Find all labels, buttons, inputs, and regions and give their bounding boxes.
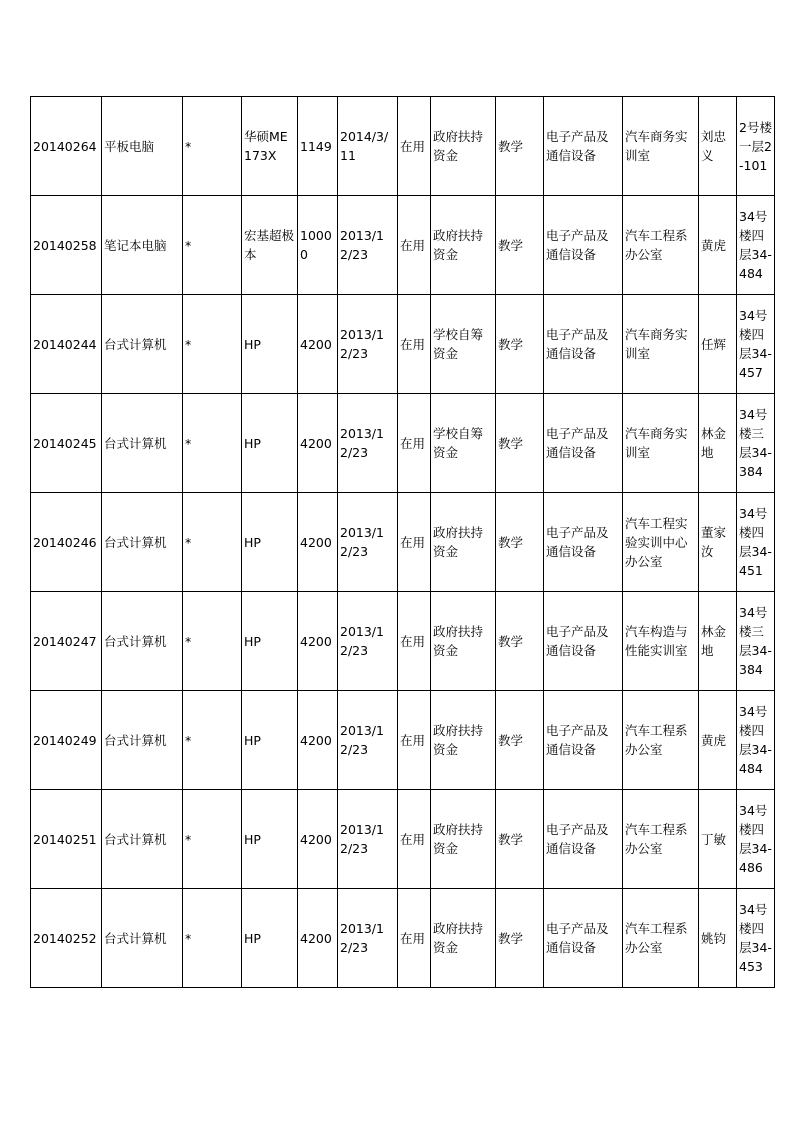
table-row: [31, 889, 775, 988]
model-cell: HP: [242, 295, 298, 394]
asset-name-cell: 台式计算机: [102, 493, 183, 592]
location-cell: 34号楼四层34-486: [737, 790, 775, 889]
price-cell: 4200: [298, 295, 338, 394]
location-cell: 34号楼四层34-484: [737, 196, 775, 295]
status-cell: 在用: [398, 196, 431, 295]
category-cell: 电子产品及通信设备: [544, 691, 623, 790]
use-cell: 教学: [496, 889, 544, 988]
date-cell: 2013/12/23: [338, 889, 398, 988]
fund-source-cell: 政府扶持资金: [431, 691, 496, 790]
status-cell: 在用: [398, 889, 431, 988]
use-cell: 教学: [496, 196, 544, 295]
department-cell: 汽车商务实训室: [623, 97, 699, 196]
asset-id-cell: 20140244: [31, 295, 102, 394]
category-cell: 电子产品及通信设备: [544, 889, 623, 988]
use-cell: 教学: [496, 691, 544, 790]
fund-source-cell: 政府扶持资金: [431, 493, 496, 592]
status-cell: 在用: [398, 592, 431, 691]
department-cell: 汽车工程系办公室: [623, 790, 699, 889]
price-cell: 4200: [298, 889, 338, 988]
asset-id-cell: 20140264: [31, 97, 102, 196]
department-cell: 汽车工程系办公室: [623, 196, 699, 295]
table-row: [31, 493, 775, 592]
status-cell: 在用: [398, 790, 431, 889]
model-cell: HP: [242, 493, 298, 592]
location-cell: 34号楼四层34-453: [737, 889, 775, 988]
mark-cell: *: [183, 790, 242, 889]
model-cell: HP: [242, 394, 298, 493]
date-cell: 2013/12/23: [338, 790, 398, 889]
table-row: [31, 394, 775, 493]
model-cell: 华硕ME173X: [242, 97, 298, 196]
asset-name-cell: 台式计算机: [102, 889, 183, 988]
asset-name-cell: 台式计算机: [102, 691, 183, 790]
mark-cell: *: [183, 196, 242, 295]
department-cell: 汽车工程实验实训中心办公室: [623, 493, 699, 592]
asset-name-cell: 台式计算机: [102, 295, 183, 394]
mark-cell: *: [183, 394, 242, 493]
price-cell: 4200: [298, 592, 338, 691]
price-cell: 4200: [298, 691, 338, 790]
custodian-cell: 姚钧: [699, 889, 737, 988]
status-cell: 在用: [398, 493, 431, 592]
category-cell: 电子产品及通信设备: [544, 394, 623, 493]
custodian-cell: 董家汝: [699, 493, 737, 592]
mark-cell: *: [183, 97, 242, 196]
price-cell: 1149: [298, 97, 338, 196]
fund-source-cell: 政府扶持资金: [431, 592, 496, 691]
location-cell: 34号楼四层34-484: [737, 691, 775, 790]
table-row: [31, 790, 775, 889]
asset-id-cell: 20140252: [31, 889, 102, 988]
asset-name-cell: 笔记本电脑: [102, 196, 183, 295]
category-cell: 电子产品及通信设备: [544, 790, 623, 889]
price-cell: 4200: [298, 790, 338, 889]
price-cell: 4200: [298, 394, 338, 493]
model-cell: HP: [242, 592, 298, 691]
use-cell: 教学: [496, 592, 544, 691]
asset-id-cell: 20140249: [31, 691, 102, 790]
table-row: [31, 592, 775, 691]
model-cell: HP: [242, 691, 298, 790]
asset-name-cell: 平板电脑: [102, 97, 183, 196]
fund-source-cell: 学校自筹资金: [431, 295, 496, 394]
mark-cell: *: [183, 295, 242, 394]
fund-source-cell: 学校自筹资金: [431, 394, 496, 493]
department-cell: 汽车工程系办公室: [623, 889, 699, 988]
fund-source-cell: 政府扶持资金: [431, 790, 496, 889]
table-row: [31, 691, 775, 790]
department-cell: 汽车商务实训室: [623, 394, 699, 493]
fund-source-cell: 政府扶持资金: [431, 196, 496, 295]
location-cell: 34号楼三层34-384: [737, 592, 775, 691]
asset-id-cell: 20140245: [31, 394, 102, 493]
category-cell: 电子产品及通信设备: [544, 592, 623, 691]
category-cell: 电子产品及通信设备: [544, 295, 623, 394]
custodian-cell: 刘忠义: [699, 97, 737, 196]
custodian-cell: 林金地: [699, 592, 737, 691]
asset-id-cell: 20140251: [31, 790, 102, 889]
date-cell: 2013/12/23: [338, 493, 398, 592]
use-cell: 教学: [496, 790, 544, 889]
price-cell: 4200: [298, 493, 338, 592]
fund-source-cell: 政府扶持资金: [431, 889, 496, 988]
mark-cell: *: [183, 493, 242, 592]
category-cell: 电子产品及通信设备: [544, 493, 623, 592]
location-cell: 2号楼一层2-101: [737, 97, 775, 196]
mark-cell: *: [183, 889, 242, 988]
use-cell: 教学: [496, 295, 544, 394]
asset-name-cell: 台式计算机: [102, 790, 183, 889]
mark-cell: *: [183, 691, 242, 790]
category-cell: 电子产品及通信设备: [544, 97, 623, 196]
date-cell: 2013/12/23: [338, 592, 398, 691]
asset-table: [30, 96, 775, 988]
department-cell: 汽车构造与性能实训室: [623, 592, 699, 691]
model-cell: HP: [242, 790, 298, 889]
date-cell: 2013/12/23: [338, 394, 398, 493]
department-cell: 汽车工程系办公室: [623, 691, 699, 790]
custodian-cell: 林金地: [699, 394, 737, 493]
mark-cell: *: [183, 592, 242, 691]
department-cell: 汽车商务实训室: [623, 295, 699, 394]
use-cell: 教学: [496, 97, 544, 196]
model-cell: 宏基超极本: [242, 196, 298, 295]
fund-source-cell: 政府扶持资金: [431, 97, 496, 196]
table-row: [31, 295, 775, 394]
asset-id-cell: 20140247: [31, 592, 102, 691]
date-cell: 2013/12/23: [338, 295, 398, 394]
use-cell: 教学: [496, 394, 544, 493]
date-cell: 2014/3/11: [338, 97, 398, 196]
custodian-cell: 任辉: [699, 295, 737, 394]
use-cell: 教学: [496, 493, 544, 592]
custodian-cell: 黄虎: [699, 691, 737, 790]
table-row: [31, 97, 775, 196]
asset-id-cell: 20140246: [31, 493, 102, 592]
date-cell: 2013/12/23: [338, 196, 398, 295]
custodian-cell: 黄虎: [699, 196, 737, 295]
status-cell: 在用: [398, 295, 431, 394]
location-cell: 34号楼四层34-457: [737, 295, 775, 394]
category-cell: 电子产品及通信设备: [544, 196, 623, 295]
date-cell: 2013/12/23: [338, 691, 398, 790]
asset-id-cell: 20140258: [31, 196, 102, 295]
table-row: [31, 196, 775, 295]
custodian-cell: 丁敏: [699, 790, 737, 889]
location-cell: 34号楼四层34-451: [737, 493, 775, 592]
status-cell: 在用: [398, 394, 431, 493]
asset-name-cell: 台式计算机: [102, 394, 183, 493]
asset-name-cell: 台式计算机: [102, 592, 183, 691]
status-cell: 在用: [398, 97, 431, 196]
price-cell: 10000: [298, 196, 338, 295]
status-cell: 在用: [398, 691, 431, 790]
location-cell: 34号楼三层34-384: [737, 394, 775, 493]
model-cell: HP: [242, 889, 298, 988]
